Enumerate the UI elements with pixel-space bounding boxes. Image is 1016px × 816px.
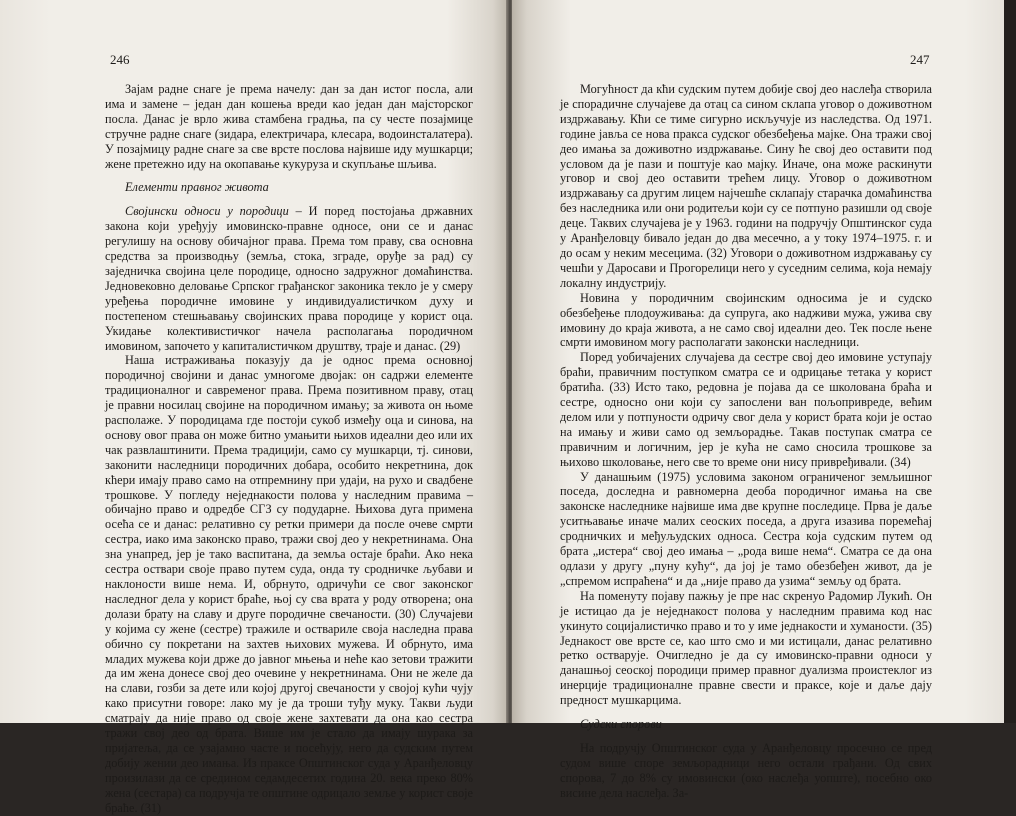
spacer: [105, 171, 473, 180]
background-edge: [1004, 0, 1016, 723]
text-column: [560, 82, 932, 801]
spacer: [560, 732, 932, 741]
paragraph: Зајам радне снаге је према начелу: дан за дан истог посла, али има и замене – један дан кошења вреди као један дан мајсторског посла. Данас је врло жива стамбена градња, па су честе позајмице стручне радне снаге (зидара, електричара, клесара, водоинсталатера). У позајмицу радне снаге за све врсте послова највише иду мушкарци; жене претежно иду на окопавање кукуруза и скупљање шљива.: [105, 82, 473, 171]
left-page: [0, 0, 508, 815]
paragraph-lead: Својински односи у породици: [125, 204, 289, 219]
paragraph: Новина у породичним својинским односима је и судско обезбеђење плодоуживања: да супруга, ако надживи мужа, ужива сву имовину до краја живота, а не само свој идеални део. Тек после њене смрти имовином могу располагати законски наследници.: [560, 290, 932, 350]
page-number: 246: [110, 52, 130, 67]
section-heading: Елементи правног живота: [125, 180, 269, 195]
spacer: [105, 195, 473, 204]
paragraph: На подручју Општинског суда у Аранђеловцу просечно се пред судом више споре земљорадници него остали грађани. Од свих спорова, 7 до 8% су имовински (око наслеђа уопште), посебно око висине дела наслеђа. За-: [560, 740, 932, 800]
right-page: [512, 0, 1004, 800]
paragraph: [105, 204, 473, 353]
page-number: 247: [910, 52, 930, 67]
paragraph-text: – И поред постојања државних закона који уређују имовинско-правне односе, они се и данас регулишу на основу обичајног права. Према том праву, сва основна средства за производњу (земља, стока, зграде, оруђе за рад) су заједничка својина целе породице, односно задружног домаћинства. Једновековно деловање Српског грађанског законика текло је у смеру уређења породичне имовине у индивидуалистичком духу и постепеном стешњавању својинских права породице у корист оца. Укидање колективистичког начела располагања породичном имовином, започето у капиталистичком друштву, траје и данас. (29): [105, 204, 474, 353]
text-column: [105, 82, 473, 816]
paragraph: Могућност да кћи судским путем добије свој део наслеђа створила је спорадичне случајеве да отац са сином склапа уговор о доживотном издржавању. Кћи се тиме сигурно искључује из наследства. Од 1971. године јавља се нова пракса судског обезбеђења мајке. Она тражи свој део имања за доживотно издржавање. Сину ће свој део оставити под условом да је пази и поштује као мајку. Иначе, она може раскинути уговор и свој део оставити трећем лицу. Уговор о доживотном издржавању са другим лицем најчешће склапају старачка домаћинства без наследника или они родитељи који су се потпуно разишли од своје деце. Таквих случајева је у 1963. години на подручју Општинског суда у Аранђеловцу бивало један до два месечно, а у току 1974–1975. г. и до осам у неким месецима. (32) Уговори о доживотном издржавању су чешћи у Даросави и Прогорелици него у суседним селима, која немају локалну индустрију.: [560, 82, 932, 290]
spacer: [560, 708, 932, 717]
paragraph: У данашњим (1975) условима законом ограниченог земљишног поседа, доследна и равномерна деоба породичног имања на све законске наследнике највише има две крупне последице. Прва је даље уситњавање иначе малих сеоских поседа, а друга изазива поремећај сродничких и међуљудских односа. Сестра која судским путем од брата „истера“ свој део имања – „рода више нема“. Сматра се да она одлази у другу „пуну кућу“, да јој је тамо обезбеђен живот, да је „спремом испраћена“ и да „није право да узима“ земљу од брата.: [560, 469, 932, 588]
paragraph: Наша истраживања показују да је однос према основној породичној својини и данас умногоме двојак: он садржи елементе традиционалног и савременог права. Према позитивном праву, отац је правни носилац својине на породичном имању; за живота он њоме располаже. У породицама где постоји сукоб између оца и синова, на основу овог права он може битно умањити њихов идеални део или их чак развлаштинити. Према традицији, само су мушкарци, тј. синови, законити наследници породичних добара, особито некретнина, док кћери имају право само на отпремнину при удаји, на рухо и свадбене трошкове. У погледу неједнакости полова у наследним правима – обичајно право и одредбе СГЗ су подударне. Њихова дуга примена осећа се и данас: релативно су ретки примери да после очеве смрти сестра, иако има законско право, тражи свој део у некретнинама. Она зна унапред, јер је тако васпитана, да земља остаје браћи. Ако нека сестра оствари своје право путем суда, онда ту сродничке љубави и наклоности више нема. И, обрнуто, одричући се свог законског наследног дела у корист браће, њој су сва врата у роду отворена; она долази брату на славу и друге породичне свечаности. (30) Случајеви у којима су жене (сестре) тражиле и оствариле своја наследна права обично су покретани на захтев њихових мужева. И обрнуто, има младих мужева који држе до јавног мњења и неће као зетови тражити да им жена донесе свој део очевине у некретнинама. Они не желе да на слави, гозби за дете или којој другој свечаности у својој кући чују како присутни говоре: лако му је да троши туђу муку. Такви људи сматрају да није право од своје жене захтевати да она као сестра тражи свој део од брата. Више им је стало да имају шурака за пријатеља, да се узајамно часте и посећују, него да судским путем добију жении део имања. Из праксе Општинског суда у Аранђеловцу произилази да се средином седамдесетих година 20. века преко 80% жена (сестара) са подручја те општине одрицало земље у корист своје браће. (31): [105, 353, 473, 815]
section-heading: Судски спорови: [580, 717, 662, 732]
paragraph: На поменуту појаву пажњу је пре нас скренуо Радомир Лукић. Он је истицао да је неједнакост полова у наследним правима код нас укинуто социјалистичко право и то у име једнакости и хуманости. (35) Једнакост ове врсте се, као што смо и ми истицали, данас релативно ретко остварује. Очигледно је да су имовинско-правни односи у данашњој сеоској породици пример правног дуализма проистеклог из инерције традиционалне правне свести и праксе, које и даље дају предност мушкарцима.: [560, 588, 932, 708]
paragraph: Поред уобичајених случајева да сестре свој део имовине уступају браћи, правичним поступком сматра се и одрицање тетака у корист братића. (33) Исто тако, редовна је појава да се школована браћа и сестре, односно они који су запослени ван пољопривреде, већим делом или у потпуности одричу свог дела у корист брата који је остао на имању и живи само од земљорадње. Такав поступак сматра се правичним и логичним, јер је кућа не само сносила трошкове за њихово школовање, него све то време они нису привређивали. (34): [560, 350, 932, 469]
